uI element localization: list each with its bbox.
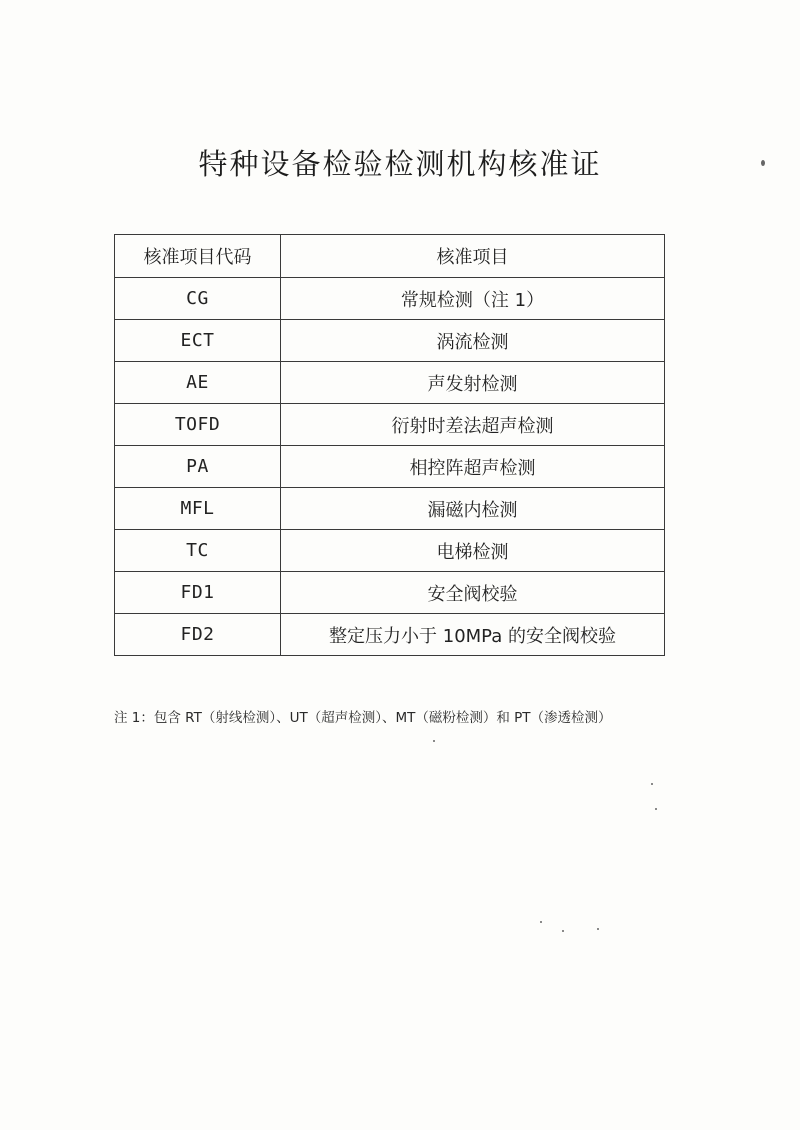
table-header-row — [115, 235, 665, 278]
scan-speck — [761, 160, 765, 166]
table-row — [115, 446, 665, 488]
item-name-cell: 衍射时差法超声检测 — [281, 404, 665, 446]
item-name-cell: 相控阵超声检测 — [281, 446, 665, 488]
item-name-cell: 电梯检测 — [281, 530, 665, 572]
item-name-cell: 声发射检测 — [281, 362, 665, 404]
item-name-cell: 整定压力小于 10MPa 的安全阀校验 — [281, 614, 665, 656]
scan-speck — [651, 783, 653, 785]
footnote: 注 1：包含 RT（射线检测）、UT（超声检测）、MT（磁粉检测）和 PT（渗透检测） — [114, 710, 612, 726]
table-row — [115, 404, 665, 446]
item-code-cell: ECT — [115, 320, 281, 362]
table-row — [115, 530, 665, 572]
scan-speck — [597, 928, 599, 930]
table-row — [115, 278, 665, 320]
scan-speck — [655, 808, 657, 810]
item-code-cell: TOFD — [115, 404, 281, 446]
item-code-cell: TC — [115, 530, 281, 572]
item-code-cell: FD2 — [115, 614, 281, 656]
table-row — [115, 488, 665, 530]
table-row — [115, 320, 665, 362]
item-name-cell: 涡流检测 — [281, 320, 665, 362]
item-code-cell: CG — [115, 278, 281, 320]
table-row — [115, 362, 665, 404]
item-code-cell: PA — [115, 446, 281, 488]
item-code-cell: MFL — [115, 488, 281, 530]
approval-items-table — [114, 234, 665, 656]
header-item-code: 核准项目代码 — [115, 235, 281, 278]
item-name-cell: 漏磁内检测 — [281, 488, 665, 530]
table-row — [115, 572, 665, 614]
item-code-cell: AE — [115, 362, 281, 404]
scan-speck — [433, 740, 435, 742]
scan-speck — [540, 921, 542, 923]
table-row — [115, 614, 665, 656]
header-item-name: 核准项目 — [281, 235, 665, 278]
item-name-cell: 安全阀校验 — [281, 572, 665, 614]
item-code-cell: FD1 — [115, 572, 281, 614]
page-title: 特种设备检验检测机构核准证 — [198, 147, 602, 181]
item-name-cell: 常规检测（注 1） — [281, 278, 665, 320]
scan-speck — [562, 930, 564, 932]
